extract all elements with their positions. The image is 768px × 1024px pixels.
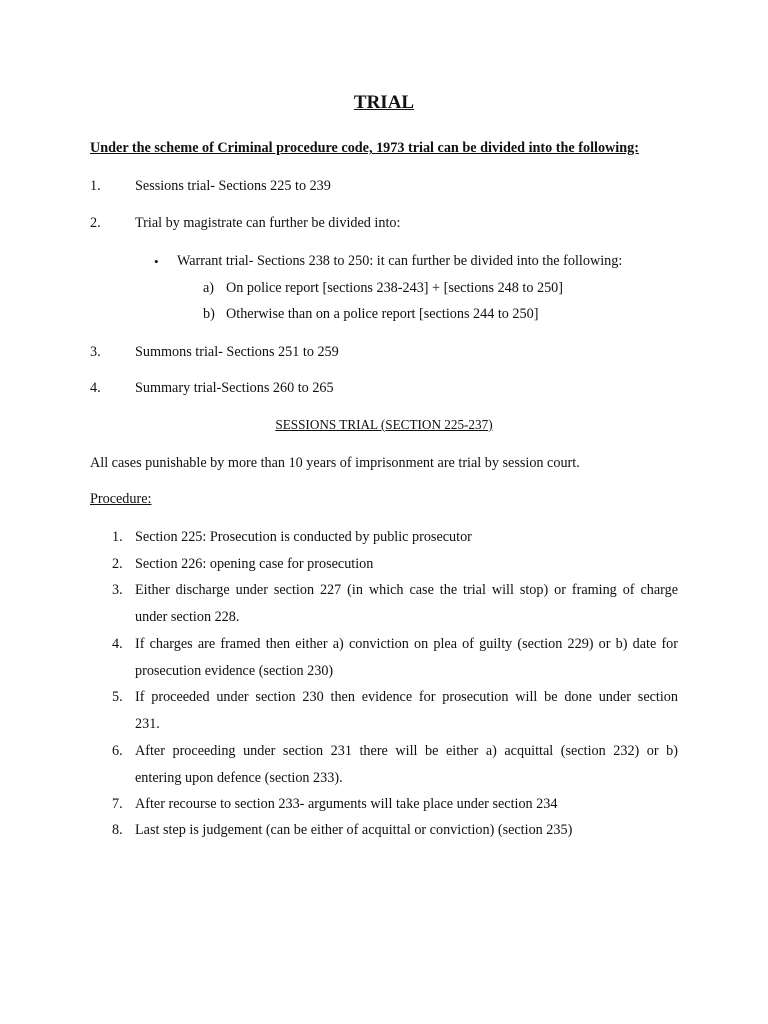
list-text: After recourse to section 233- arguments will take place under section 234 xyxy=(135,796,558,812)
list-number: 2. xyxy=(112,556,123,572)
list-text: Section 226: opening case for prosecution xyxy=(135,556,374,572)
list-text: If charges are framed then either a) conviction on plea of guilty (section 229) or b) date for xyxy=(135,636,678,652)
procedure-label: Procedure: xyxy=(90,491,152,507)
list-text-continued: prosecution evidence (section 230) xyxy=(135,663,334,679)
sub-list-text: Otherwise than on a police report [sections 244 to 250] xyxy=(226,306,539,322)
list-number: 2. xyxy=(90,215,101,231)
list-number: 3. xyxy=(90,344,101,360)
list-number: 5. xyxy=(112,689,123,705)
sub-list-letter: b) xyxy=(203,306,215,322)
bullet-icon: • xyxy=(154,254,159,269)
list-number: 6. xyxy=(112,743,123,759)
list-text: Sessions trial- Sections 225 to 239 xyxy=(135,178,331,194)
sessions-intro: All cases punishable by more than 10 years of imprisonment are trial by session court. xyxy=(90,455,580,471)
list-text-continued: 231. xyxy=(135,716,160,732)
list-number: 4. xyxy=(112,636,123,652)
list-text: After proceeding under section 231 there will be either a) acquittal (section 232) or b) xyxy=(135,743,678,759)
intro-heading: Under the scheme of Criminal procedure code, 1973 trial can be divided into the following: xyxy=(90,140,639,156)
list-text: Section 225: Prosecution is conducted by public prosecutor xyxy=(135,529,472,545)
bullet-text: Warrant trial- Sections 238 to 250: it can further be divided into the following: xyxy=(177,253,623,269)
page-title: TRIAL xyxy=(353,92,415,113)
sub-list-text: On police report [sections 238-243] + [sections 248 to 250] xyxy=(226,280,564,296)
list-number: 1. xyxy=(90,178,101,194)
list-number: 3. xyxy=(112,582,123,598)
list-text-continued: entering upon defence (section 233). xyxy=(135,770,343,786)
list-text: Trial by magistrate can further be divided into: xyxy=(135,215,401,231)
list-number: 4. xyxy=(90,380,101,396)
list-text-continued: under section 228. xyxy=(135,609,240,625)
list-text: Summary trial-Sections 260 to 265 xyxy=(135,380,334,396)
list-text: Last step is judgement (can be either of acquittal or conviction) (section 235) xyxy=(135,822,573,838)
list-text: If proceeded under section 230 then evidence for prosecution will be done under section xyxy=(135,689,678,705)
list-number: 8. xyxy=(112,822,123,838)
list-text: Summons trial- Sections 251 to 259 xyxy=(135,344,339,360)
list-text: Either discharge under section 227 (in which case the trial will stop) or framing of charge xyxy=(135,582,678,598)
list-number: 7. xyxy=(112,796,123,812)
list-number: 1. xyxy=(112,529,123,545)
sub-list-letter: a) xyxy=(203,280,215,296)
section-heading: SESSIONS TRIAL (SECTION 225-237) xyxy=(275,417,493,432)
